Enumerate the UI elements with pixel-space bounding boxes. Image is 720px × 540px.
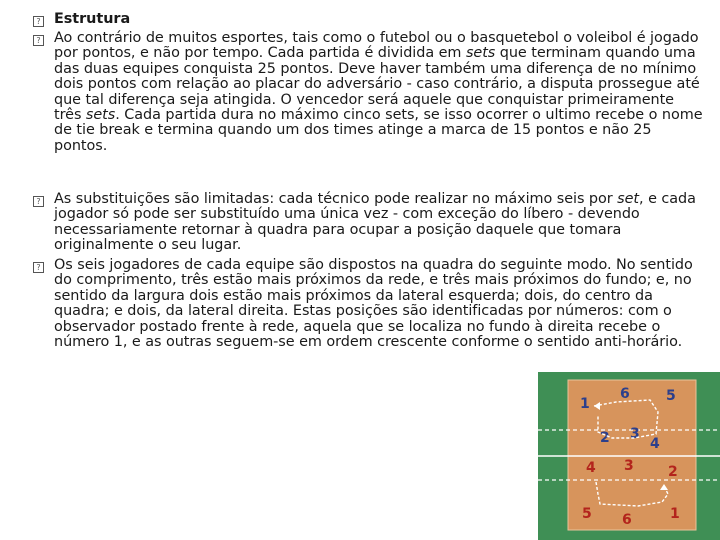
- bullet-icon: ?: [33, 196, 44, 207]
- bullet-icon: ?: [33, 16, 44, 27]
- position-label: 2: [600, 430, 610, 446]
- paragraph-text: Os seis jogadores de cada equipe são dispostos na quadra do seguinte modo. No sentido do comprimento, três estão mais próximos da rede, e três mais próximos do fundo; e, no sentido da largura dois estão mais próximos da lateral esquerda; dois, do centro da quadra; e dois, da lateral direita. Estas posições são identificadas por números: com o observador postado frente à rede, aquela que se localiza no fundo à direita recebe o número 1, e as outras seguem-se em ordem crescente conforme o sentido anti-horário.: [54, 257, 693, 351]
- position-label: 1: [580, 396, 590, 412]
- position-label: 6: [620, 386, 630, 402]
- italic-term: sets: [85, 107, 116, 124]
- section-heading: Estrutura: [54, 11, 131, 27]
- position-label: 5: [582, 506, 592, 522]
- italic-term: set: [617, 191, 640, 207]
- paragraph-text: que terminam quando uma das duas equipes conquista 25 pontos. Deve haver também uma diferença de no mínimo dois pontos com relação ao placar do adversário - caso contrário, a disputa prossegue até que tal diferença seja atingida. O vencedor será aquele que conquistar primeiramente três: [54, 45, 700, 124]
- paragraph-scoring: [54, 31, 704, 154]
- volleyball-court-diagram: [538, 372, 720, 540]
- heading-estrutura: [54, 12, 704, 27]
- paragraph-text: , e cada jogador só pode ser substituído uma única vez - com exceção do líbero - devendo necessariamente retornar à quadra para ocupar a posição daquele que tomara originalmente o seu lugar.: [54, 191, 696, 254]
- paragraph-text: Ao contrário de muitos esportes, tais como o futebol ou o basquetebol o voleibol é jogado por pontos, e não por tempo. Cada partida é dividida em: [54, 30, 699, 62]
- paragraph-substitutions: [54, 192, 704, 254]
- position-label: 4: [650, 436, 660, 452]
- position-label: 4: [586, 460, 596, 476]
- paragraph-positions: [54, 258, 704, 350]
- position-label: 5: [666, 388, 676, 404]
- position-label: 3: [630, 426, 640, 442]
- bullet-icon: ?: [33, 262, 44, 273]
- position-label: 1: [670, 506, 680, 522]
- paragraph-text: As substituições são limitadas: cada técnico pode realizar no máximo seis por: [54, 191, 618, 207]
- position-label: 6: [622, 512, 632, 528]
- paragraph-text: . Cada partida dura no máximo cinco sets, se isso ocorrer o ultimo recebe o nome de tie break e termina quando um dos times atinge a marca de 15 pontos e não 25 pontos.: [54, 107, 703, 154]
- bullet-icon: ?: [33, 35, 44, 46]
- italic-term: sets: [465, 45, 496, 62]
- position-label: 2: [668, 464, 678, 480]
- position-label: 3: [624, 458, 634, 474]
